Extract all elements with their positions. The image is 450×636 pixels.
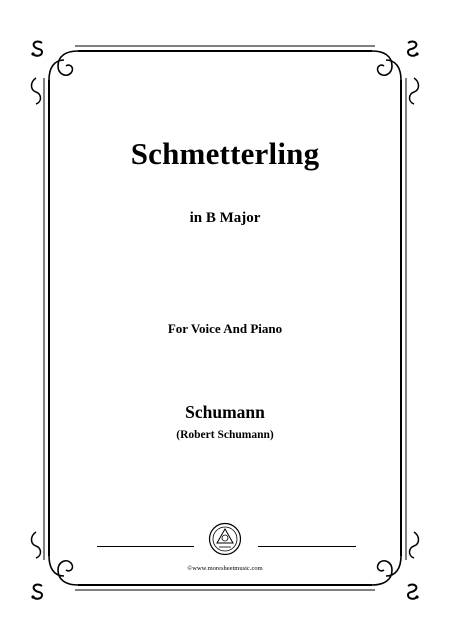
key-subtitle: in B Major [189, 210, 261, 226]
flourish-s-icon [30, 583, 46, 601]
flourish-s-icon [404, 583, 420, 601]
divider-right [258, 546, 356, 547]
score-title: Schmetterling [130, 136, 320, 171]
instrumentation: For Voice And Piano [167, 321, 283, 336]
publisher-seal-icon [208, 522, 242, 556]
flourish-s-icon [404, 40, 420, 58]
composer-name: Schumann [185, 402, 265, 422]
flourish-s-icon [30, 40, 46, 58]
website-credit: ©www.moresheetmusic.com [187, 565, 263, 572]
composer-full-name: (Robert Schumann) [176, 429, 274, 441]
divider-left [97, 546, 194, 547]
